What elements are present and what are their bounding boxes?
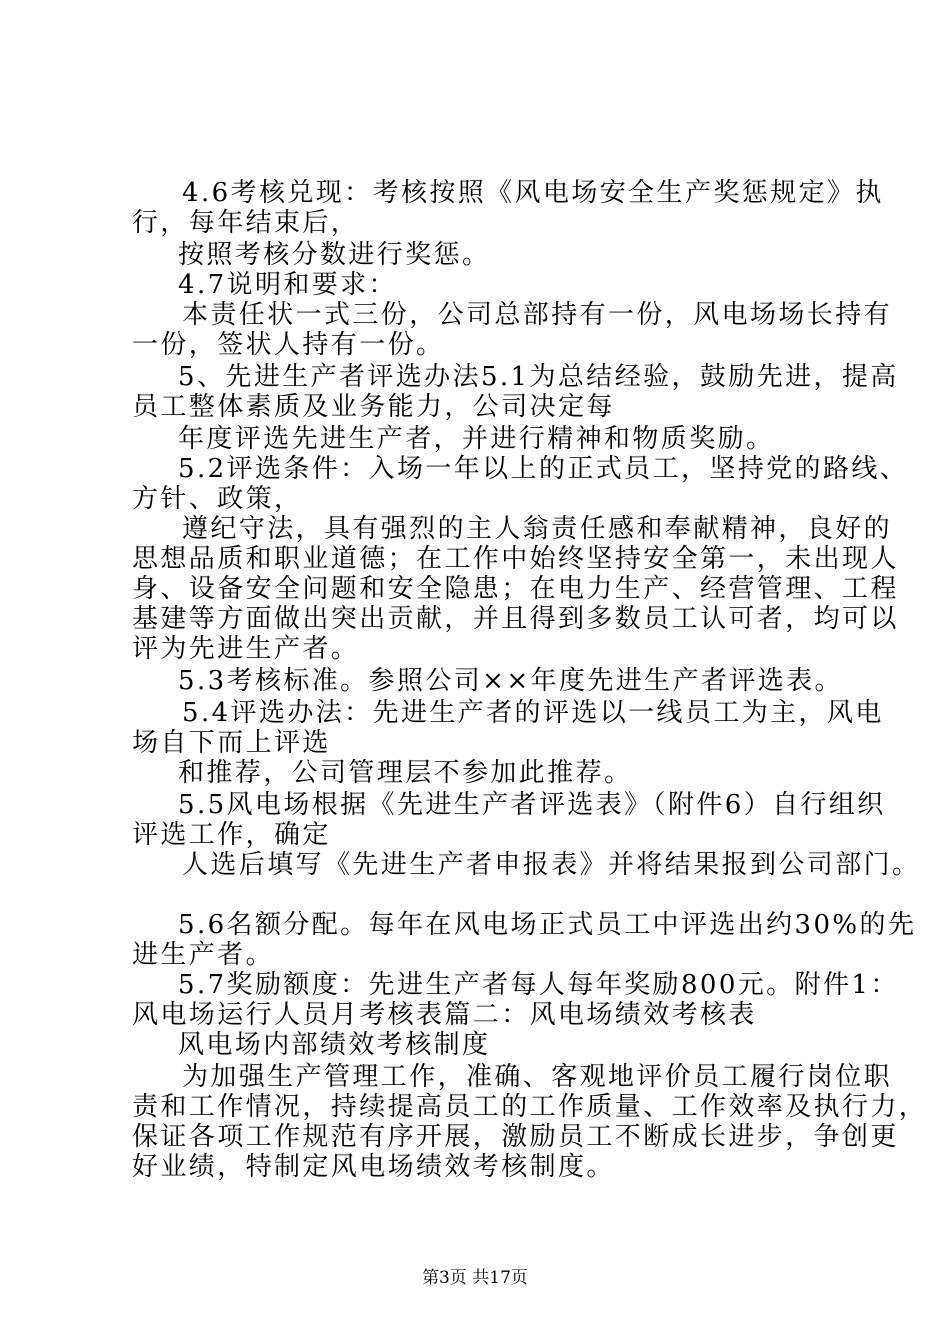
paragraph-line: 和推荐，公司管理层不参加此推荐。 [178,758,633,788]
paragraph-line: 好业绩，特制定风电场绩效考核制度。 [132,1152,615,1182]
paragraph-line: 5、先进生产者评选办法5.1为总结经验，鼓励先进，提高 [178,362,899,392]
paragraph-line: 身、设备安全问题和安全隐患；在电力生产、经营管理、工程 [132,574,899,604]
paragraph-line: 按照考核分数进行奖惩。 [178,240,491,270]
paragraph-line: 责和工作情况，持续提高员工的工作质量、工作效率及执行力， [132,1092,928,1122]
paragraph-line: 保证各项工作规范有序开展，激励员工不断成长进步，争创更 [132,1122,899,1152]
paragraph-line: 5.5风电场根据《先进生产者评选表》（附件6）自行组织 [178,790,886,820]
page-footer: 第3页 共17页 [422,1268,528,1288]
paragraph-line: 4.7说明和要求： [178,270,397,300]
paragraph-line: 思想品质和职业道德；在工作中始终坚持安全第一，未出现人 [132,544,899,574]
paragraph-line: 遵纪守法，具有强烈的主人翁责任感和奉献精神，良好的 [182,514,893,544]
paragraph-line: 为加强生产管理工作，准确、客观地评价员工履行岗位职 [182,1062,893,1092]
paragraph-line: 基建等方面做出突出贡献，并且得到多数员工认可者，均可以 [132,604,899,634]
paragraph-line: 风电场运行人员月考核表篇二：风电场绩效考核表 [132,1000,757,1030]
paragraph-line: 5.7奖励额度：先进生产者每人每年奖励800元。附件1： [178,970,899,1000]
paragraph-line: 进生产者。 [132,940,275,970]
paragraph-line: 一份，签状人持有一份。 [132,330,445,360]
paragraph-line: 评为先进生产者。 [132,634,360,664]
paragraph-line: 场自下而上评选 [132,728,331,758]
paragraph-line: 年度评选先进生产者，并进行精神和物质奖励。 [178,424,775,454]
paragraph-line: 5.6名额分配。每年在风电场正式员工中评选出约30%的先 [178,910,917,940]
paragraph-line: 风电场内部绩效考核制度 [178,1030,491,1060]
paragraph-line: 5.3考核标准。参照公司××年度先进生产者评选表。 [178,666,843,696]
paragraph-line: 5.2评选条件：入场一年以上的正式员工，坚持党的路线、 [178,454,909,484]
paragraph-line: 人选后填写《先进生产者申报表》并将结果报到公司部门。 [182,850,921,880]
paragraph-line: 本责任状一式三份，公司总部持有一份，风电场场长持有 [182,300,893,330]
paragraph-line: 方针、政策， [132,484,303,514]
paragraph-line: 行，每年结束后， [132,208,360,238]
paragraph-line: 评选工作，确定 [132,820,331,850]
paragraph-line: 5.4评选办法：先进生产者的评选以一线员工为主，风电 [182,698,884,728]
paragraph-line: 员工整体素质及业务能力，公司决定每 [132,392,615,422]
paragraph-line: 4.6考核兑现：考核按照《风电场安全生产奖惩规定》执 [182,178,884,208]
